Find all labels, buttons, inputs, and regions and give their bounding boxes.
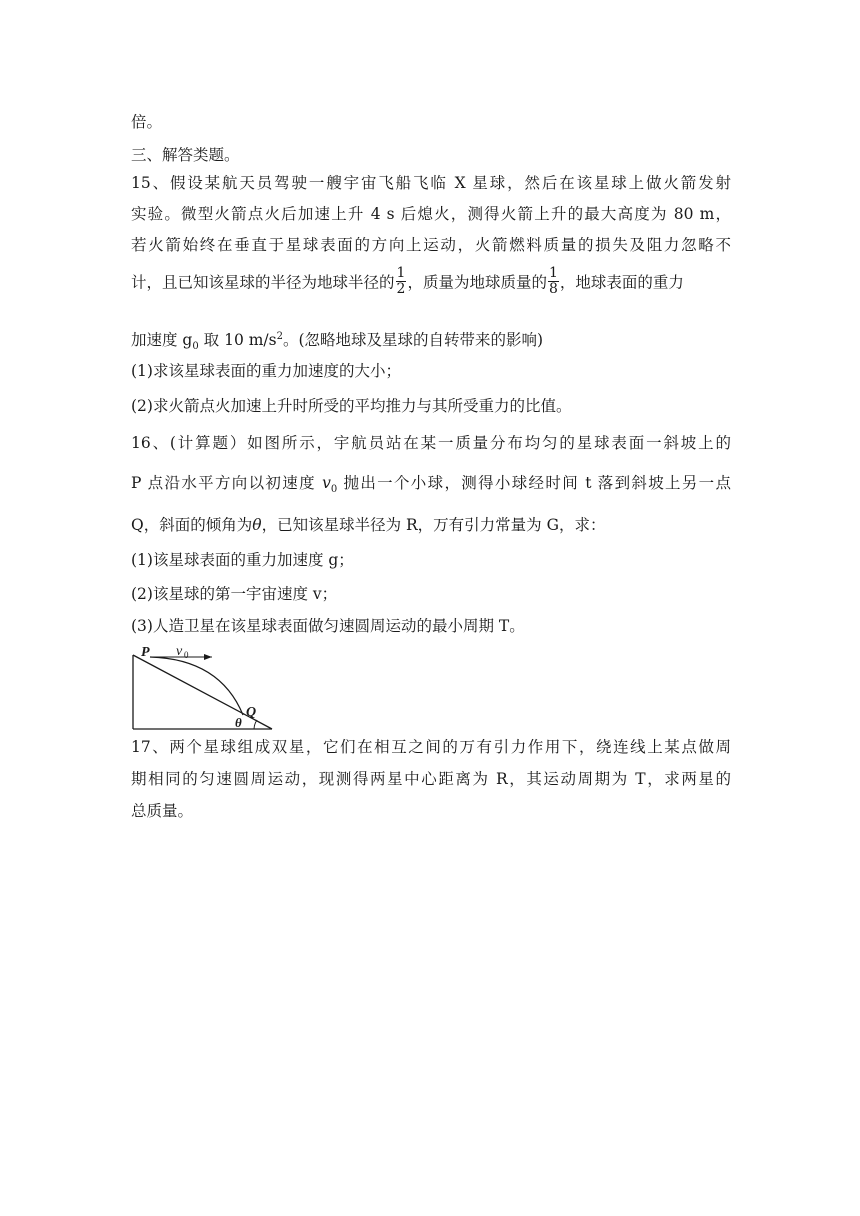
- angle-arc: [254, 720, 257, 729]
- q15-part-1: (1)求该星球表面的重力加速度的大小；: [131, 362, 401, 380]
- q17-line-1: 17、两个星球组成双星，它们在相互之间的万有引力作用下，绕连线上某点做周: [131, 738, 731, 756]
- superscript: 2: [276, 330, 283, 342]
- subscript: 0: [192, 341, 199, 353]
- fraction-one-eighth: [548, 266, 559, 297]
- q15-line-4: [131, 265, 684, 299]
- subscript: 0: [330, 484, 338, 496]
- q15-line-1: 15、假设某航天员驾驶一艘宇宙飞船飞临 X 星球，然后在该星球上做火箭发射: [131, 174, 731, 192]
- fraction-numerator: 1: [396, 265, 406, 281]
- fraction-denominator: 8: [548, 281, 558, 297]
- section-heading: 三、解答类题。: [131, 146, 240, 164]
- q16-line-3-text-a: Q，斜面的倾角为: [131, 516, 253, 534]
- q16-line-2-text-a: P 点沿水平方向以初速度: [131, 474, 323, 492]
- q15-line-5: [131, 329, 543, 351]
- q16-part-3: (3)人造卫星在该星球表面做匀速圆周运动的最小周期 T。: [131, 617, 525, 635]
- variable-v: v: [322, 474, 331, 492]
- fraction-numerator: 1: [548, 265, 558, 281]
- fraction-denominator: 2: [396, 281, 406, 297]
- q15-line-5-text-c: 。(忽略地球及星球的自转带来的影响): [283, 331, 544, 349]
- q15-line-5-text-a: 加速度 g: [131, 331, 193, 349]
- q17-line-3: 总质量。: [131, 802, 194, 820]
- text-line: 倍。: [131, 113, 163, 131]
- variable-theta: θ: [252, 516, 262, 534]
- q15-line-4-text-a: 计，且已知该星球的半径为地球半径的: [131, 273, 395, 292]
- q16-line-3: [131, 514, 605, 536]
- q15-part-2: (2)求火箭点火加速上升时所受的平均推力与其所受重力的比值。: [131, 397, 572, 415]
- arrowhead-icon: [204, 654, 212, 660]
- q16-line-3-text-b: ，已知该星球半径为 R，万有引力常量为 G，求：: [261, 516, 606, 534]
- q15-line-4-text-b: ，质量为地球质量的: [407, 273, 547, 292]
- q15-line-5-text-b: 取 10 m/s: [198, 331, 277, 349]
- q16-part-2: (2)该星球的第一宇宙速度 v；: [131, 585, 338, 603]
- q15-line-3: 若火箭始终在垂直于星球表面的方向上运动，火箭燃料质量的损失及阻力忽略不: [131, 236, 731, 254]
- fraction-one-half: [396, 266, 407, 297]
- q16-part-1: (1)该星球表面的重力加速度 g；: [131, 551, 354, 569]
- label-Q: Q: [246, 705, 257, 720]
- q16-line-1: 16、(计算题）如图所示，宇航员站在某一质量分布均匀的星球表面一斜坡上的: [131, 434, 731, 452]
- label-v: v: [176, 645, 183, 659]
- q15-line-2: 实验。微型火箭点火后加速上升 4 s 后熄火，测得火箭上升的最大高度为 80 m，: [131, 205, 731, 223]
- q16-line-2-text-b: 抛出一个小球，测得小球经时间 t 落到斜坡上另一点: [337, 474, 731, 492]
- label-P: P: [141, 645, 150, 660]
- incline-projectile-figure: [128, 645, 278, 733]
- q16-line-2: [131, 472, 731, 494]
- q17-line-2: 期相同的匀速圆周运动，现测得两星中心距离为 R，其运动周期为 T，求两星的: [131, 770, 731, 788]
- label-v-subscript: 0: [184, 650, 189, 660]
- q15-line-4-text-c: ，地球表面的重力: [559, 273, 684, 292]
- label-theta: θ: [235, 715, 242, 730]
